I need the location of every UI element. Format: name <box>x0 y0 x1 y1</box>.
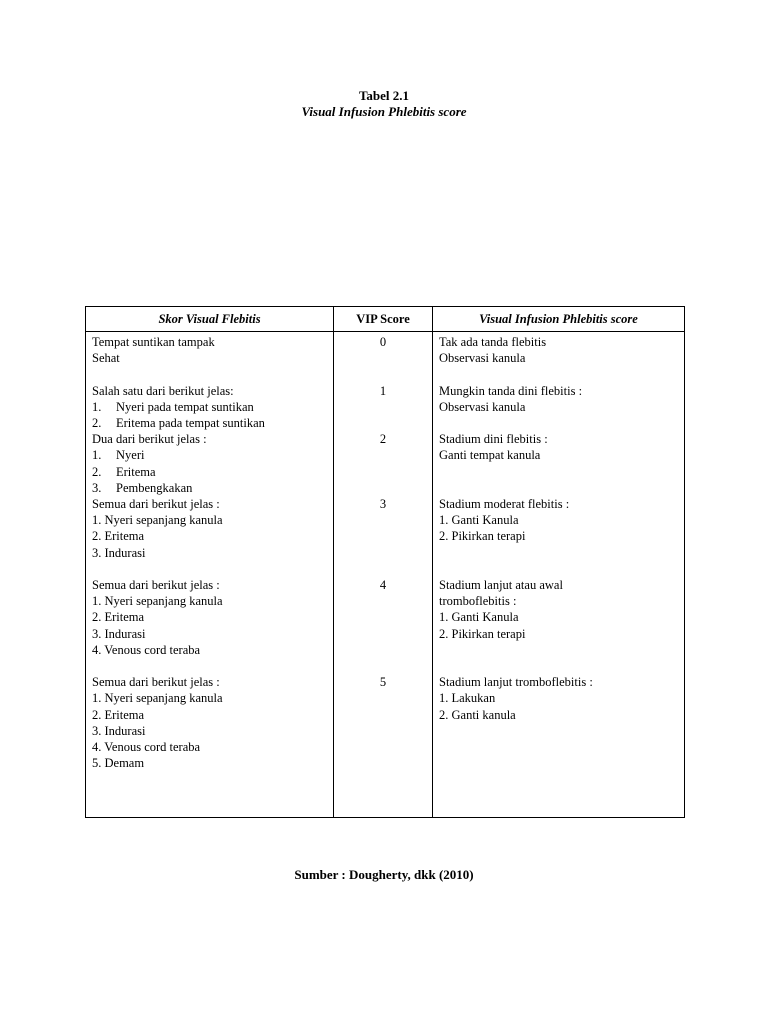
action-line: Ganti tempat kanula <box>439 448 541 463</box>
header-skor-visual-flebitis: Skor Visual Flebitis <box>86 307 334 332</box>
vip-score-value: 5 <box>379 675 387 690</box>
vip-score-value: 3 <box>379 496 387 511</box>
vip-score-value: 0 <box>379 335 387 349</box>
action-line: Stadium dini flebitis : <box>439 432 548 447</box>
action-line: 1. Ganti Kanula <box>439 513 519 528</box>
vip-score-value: 2 <box>379 432 387 447</box>
vip-score-table <box>85 306 685 818</box>
criteria-line: Semua dari berikut jelas : <box>92 577 220 592</box>
action-line: 2. Ganti kanula <box>439 707 516 722</box>
criteria-line: 1. Nyeri sepanjang kanula <box>92 513 223 528</box>
action-line: tromboflebitis : <box>439 594 517 609</box>
action-cell <box>433 332 685 818</box>
score-cell <box>334 332 433 818</box>
source-citation: Sumber : Dougherty, dkk (2010) <box>294 867 474 882</box>
list-item: 1. Nyeri pada tempat suntikan <box>92 399 254 414</box>
list-item: 2. Eritema <box>92 464 156 479</box>
criteria-cell <box>86 332 334 818</box>
table-caption <box>0 88 768 120</box>
criteria-line: Salah satu dari berikut jelas: <box>92 383 234 398</box>
criteria-line: 3. Indurasi <box>92 626 146 641</box>
criteria-line: 2. Eritema <box>92 707 145 722</box>
criteria-line: 2. Eritema <box>92 610 145 625</box>
criteria-line: 3. Indurasi <box>92 723 146 738</box>
criteria-line: 4. Venous cord teraba <box>92 739 201 754</box>
criteria-line: 2. Eritema <box>92 529 145 544</box>
action-line: Tak ada tanda flebitis <box>439 335 547 349</box>
table-header-row <box>86 307 685 332</box>
header-visual-infusion-phlebitis-score: Visual Infusion Phlebitis score <box>433 307 685 332</box>
criteria-line: 3. Indurasi <box>92 545 146 560</box>
criteria-line: Tempat suntikan tampak <box>92 335 215 349</box>
criteria-line: 5. Demam <box>92 756 145 771</box>
action-line: 1. Lakukan <box>439 691 496 706</box>
criteria-line: 1. Nyeri sepanjang kanula <box>92 594 223 609</box>
list-item: 3. Pembengkakan <box>92 480 193 495</box>
list-item: 1. Nyeri <box>92 448 145 463</box>
header-vip-score: VIP Score <box>334 307 433 332</box>
criteria-line: Dua dari berikut jelas : <box>92 432 207 447</box>
criteria-line: Semua dari berikut jelas : <box>92 496 220 511</box>
action-line: Stadium lanjut tromboflebitis : <box>439 675 593 690</box>
table-row <box>86 332 685 818</box>
criteria-line: 4. Venous cord teraba <box>92 642 201 657</box>
vip-score-value: 4 <box>379 577 387 592</box>
action-line: 1. Ganti Kanula <box>439 610 519 625</box>
vip-score-value: 1 <box>379 383 387 398</box>
table-number: Tabel 2.1 <box>358 88 410 103</box>
criteria-line: 1. Nyeri sepanjang kanula <box>92 691 223 706</box>
action-line: Observasi kanula <box>439 399 526 414</box>
action-line: Observasi kanula <box>439 351 526 366</box>
action-line: 2. Pikirkan terapi <box>439 529 526 544</box>
action-line: Mungkin tanda dini flebitis : <box>439 383 583 398</box>
action-line: Stadium moderat flebitis : <box>439 496 570 511</box>
action-line: 2. Pikirkan terapi <box>439 626 526 641</box>
criteria-line: Sehat <box>92 351 120 366</box>
criteria-line: Semua dari berikut jelas : <box>92 675 220 690</box>
action-line: Stadium lanjut atau awal <box>439 577 563 592</box>
list-item: 2. Eritema pada tempat suntikan <box>92 416 265 430</box>
table-title: Visual Infusion Phlebitis score <box>301 104 467 119</box>
